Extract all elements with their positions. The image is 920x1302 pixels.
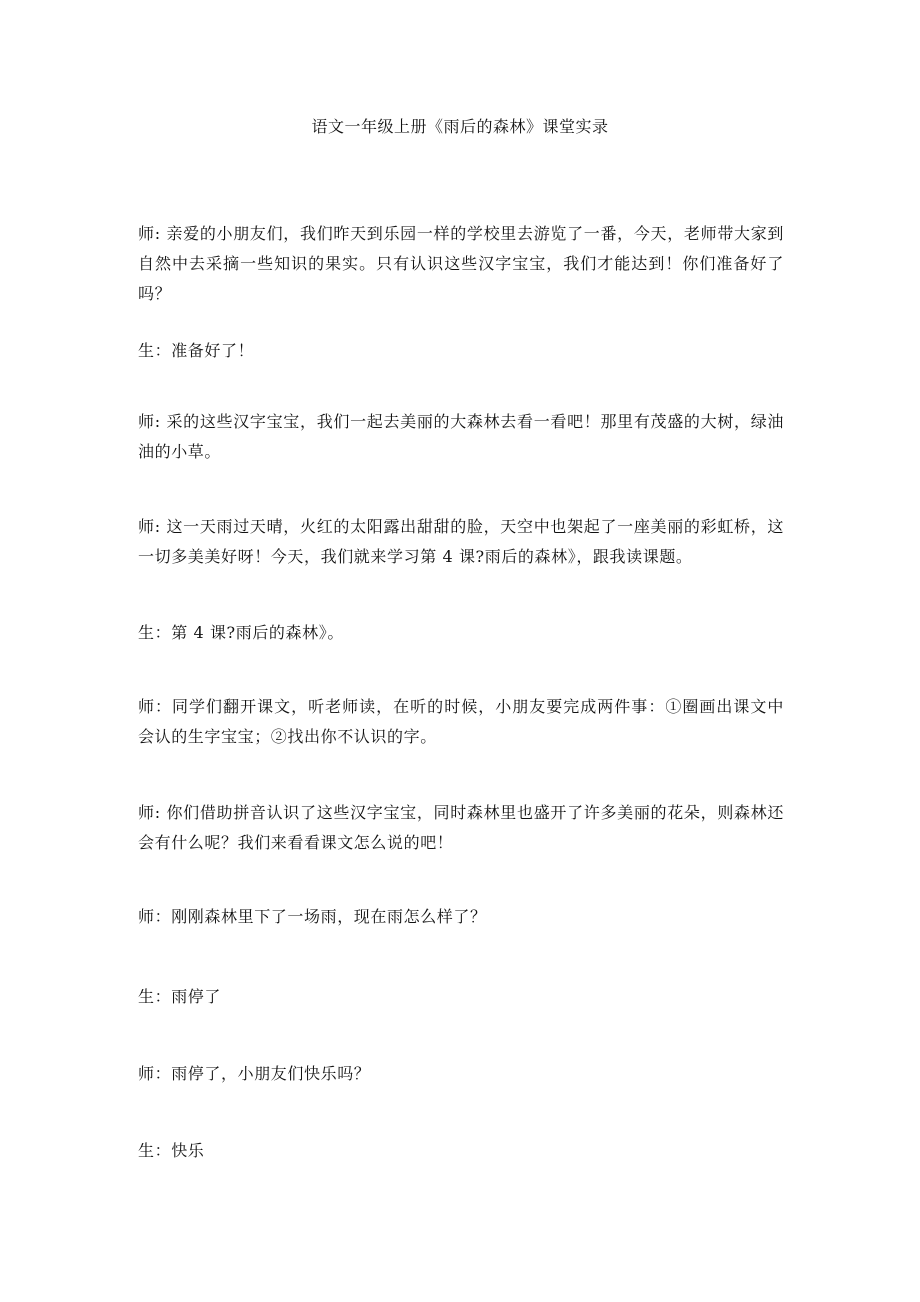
paragraph: 师：刚刚森林里下了一场雨，现在雨怎么样了？ bbox=[138, 907, 487, 926]
paragraph: 生：快乐 bbox=[138, 1141, 205, 1160]
paragraph: 师: 采的这些汉字宝宝，我们一起去美丽的大森林去看一看吧！那里有茂盛的大树，绿油油的小草。 bbox=[138, 412, 784, 461]
paragraph: 生：雨停了 bbox=[138, 987, 222, 1006]
paragraph: 师: 这一天雨过天晴，火红的太阳露出甜甜的脸，天空中也架起了一座美丽的彩虹桥，这一切多美美好呀！今天，我们就来学习第 4 课?雨后的森林》，跟我读课题。 bbox=[138, 517, 784, 566]
document-title: 语文一年级上册《雨后的森林》课堂实录 bbox=[311, 117, 609, 136]
paragraph: 师：雨停了，小朋友们快乐吗？ bbox=[138, 1064, 371, 1083]
paragraph: 生：第 4 课?雨后的森林》。 bbox=[138, 623, 344, 642]
paragraph: 生：准备好了！ bbox=[138, 341, 255, 360]
paragraph: 师: 你们借助拼音认识了这些汉字宝宝，同时森林里也盛开了许多美丽的花朵，则森林还会有什么呢？我们来看看课文怎么说的吧！ bbox=[138, 803, 784, 852]
paragraph: 师: 亲爱的小朋友们，我们昨天到乐园一样的学校里去游览了一番，今天，老师带大家到自然中去采摘一些知识的果实。只有认识这些汉字宝宝，我们才能达到！你们准备好了吗？ bbox=[138, 224, 784, 303]
paragraph: 师：同学们翻开课文，听老师读，在听的时候，小朋友要完成两件事：①圈画出课文中会认的生字宝宝；②找出你不认识的字。 bbox=[138, 697, 784, 746]
